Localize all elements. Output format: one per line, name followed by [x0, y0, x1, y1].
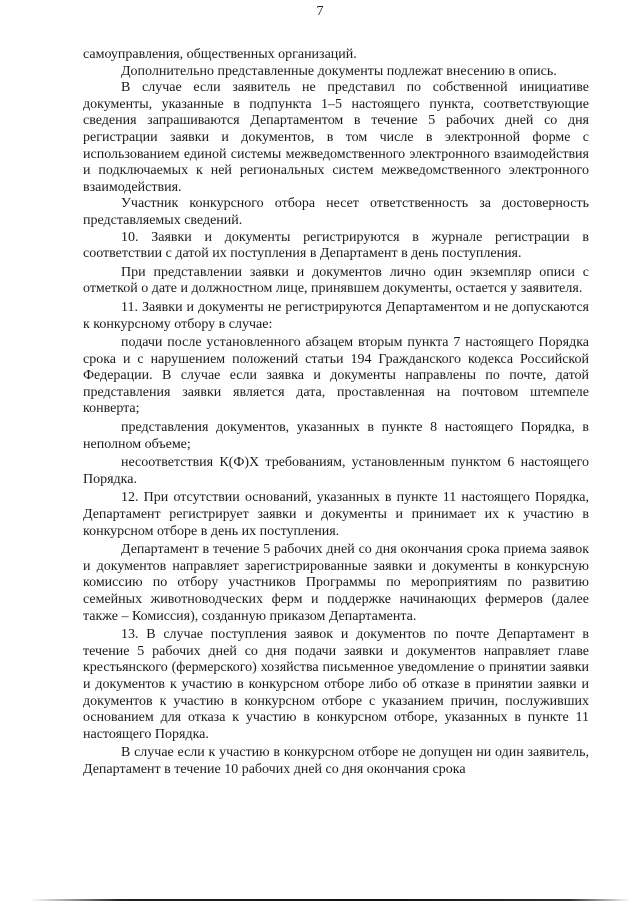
paragraph: При представлении заявки и документов лично один экземпляр описи с отметкой о дате и должностном лице, принявшем документы, остается у заявителя.	[83, 264, 589, 297]
paragraph: Департамент в течение 5 рабочих дней со дня окончания срока приема заявок и документов направляет зарегистрированные заявки и документы в конкурсную комиссию по отбору участников Программы по мероприятиям по развитию семейных животноводческих ферм и поддержке начинающих фермеров (далее также – Комиссия), созданную приказом Департамента.	[83, 542, 589, 624]
paragraph: 10. Заявки и документы регистрируются в журнале регистрации в соответствии с датой их поступления в Департамент в день поступления.	[83, 229, 589, 262]
paragraph: самоуправления, общественных организаций.	[83, 47, 357, 62]
document-body	[83, 47, 589, 779]
paragraph: представления документов, указанных в пункте 8 настоящего Порядка, в неполном объеме;	[83, 420, 589, 452]
paragraph: Дополнительно представленные документы подлежат внесению в опись.	[121, 63, 557, 79]
paragraph: 13. В случае поступления заявок и документов по почте Департамент в течение 5 рабочих дней со дня подачи заявки и документов направляет главе крестьянского (фермерского) хозяйства письменное уведомление о принятии заявки и документов к участию в конкурсном отборе либо об отказе в принятии заявки и документов к участию в конкурсном отборе с указанием причин, послуживших основанием для отказа к участию в конкурсном отборе, указанных в пункте 11 настоящего Порядка.	[83, 627, 589, 742]
paragraph: В случае если заявитель не представил по собственной инициативе документы, указанные в подпункта 1–5 настоящего пункта, соответствующие сведения запрашиваются Департаментом в течение 5 рабочих дней со дня регистрации заявки и документов, в том числе в электронной форме с использованием единой системы межведомственного электронного взаимодействия и подключаемых к ней региональных систем межведомственного электронного взаимодействия.	[83, 80, 589, 195]
paragraph: несоответствия К(Ф)Х требованиям, установленным пунктом 6 настоящего Порядка.	[83, 455, 589, 487]
paragraph: Участник конкурсного отбора несет ответственность за достоверность представляемых сведений.	[83, 196, 589, 228]
paragraph: 12. При отсутствии оснований, указанных в пункте 11 настоящего Порядка, Департамент регистрирует заявки и документы и принимает их к участию в конкурсном отборе в день их поступления.	[83, 490, 589, 539]
page-number: 7	[316, 4, 324, 19]
scan-edge-line	[30, 899, 630, 901]
paragraph: 11. Заявки и документы не регистрируются Департаментом и не допускаются к конкурсному отбору в случае:	[83, 299, 589, 332]
paragraph: подачи после установленного абзацем вторым пункта 7 настоящего Порядка срока и с нарушением положений статьи 194 Гражданского кодекса Российской Федерации. В случае если заявка и документы направлены по почте, датой представления заявки является дата, проставленная на почтовом штемпеле конверта;	[83, 335, 589, 417]
paragraph: В случае если к участию в конкурсном отборе не допущен ни один заявитель, Департамент в течение 10 рабочих дней со дня окончания срока	[83, 745, 589, 777]
